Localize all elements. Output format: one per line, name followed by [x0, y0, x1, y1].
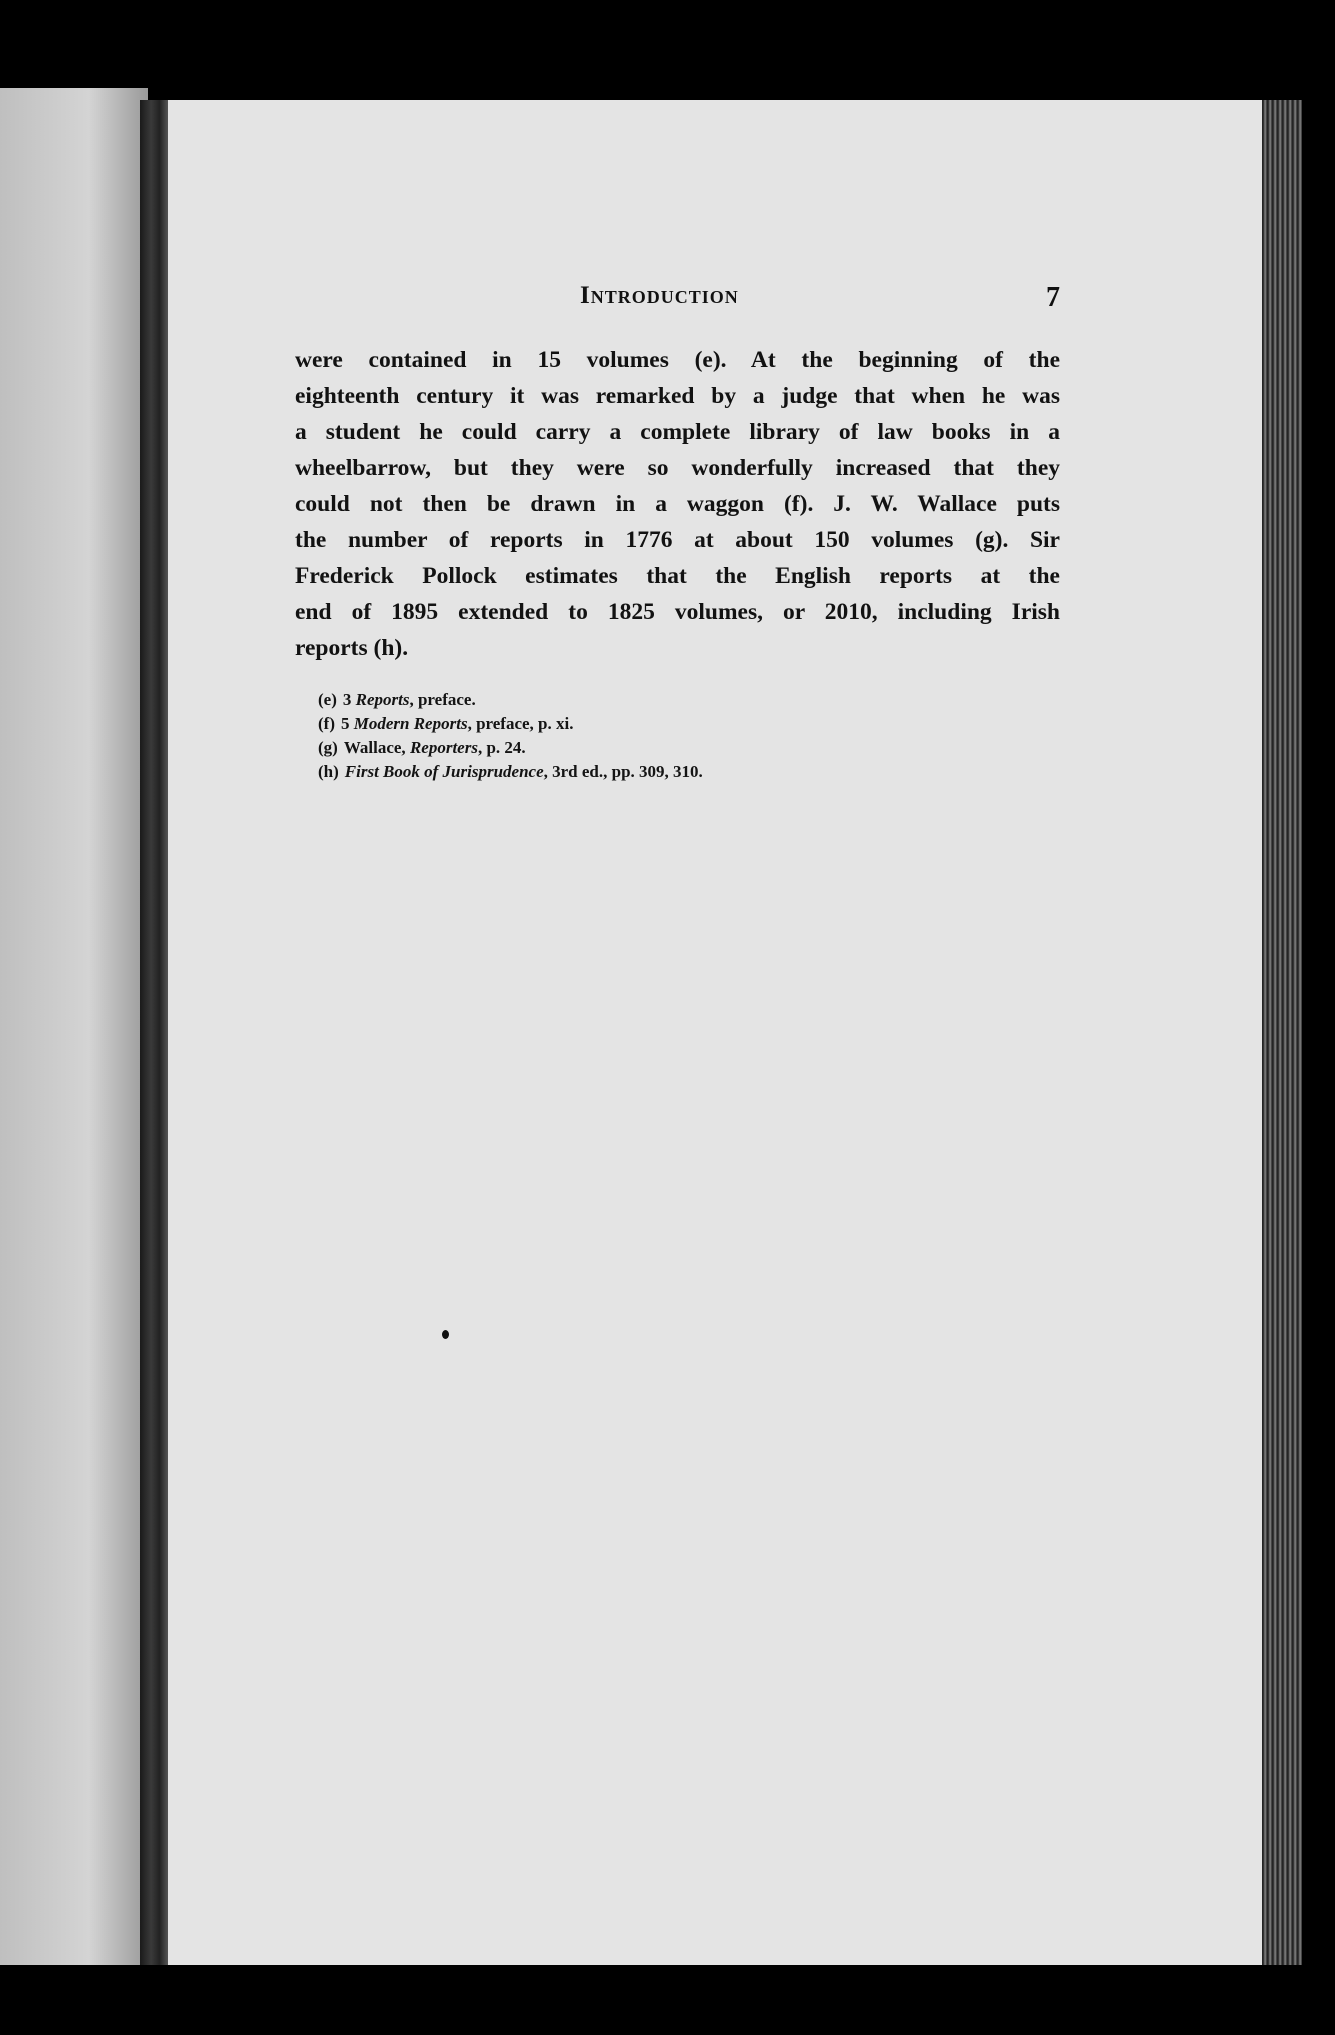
- text-line: the number of reports in 1776 at about 150 volumes (g). Sir: [295, 527, 1060, 553]
- body-paragraph: [295, 342, 1060, 666]
- footnote-suffix: , preface.: [409, 690, 476, 709]
- footnote-title: Reporters: [409, 738, 478, 757]
- page-stack-edge: [1262, 100, 1302, 1980]
- text-line: reports (h).: [295, 635, 409, 661]
- footnotes: [318, 688, 1018, 784]
- footnote-title: Reports: [355, 690, 410, 709]
- text-line: could not then be drawn in a waggon (f). J. W. Wallace puts: [295, 491, 1060, 517]
- facing-page-edge: [0, 88, 148, 1968]
- scan-bottom-border: [0, 1965, 1335, 2035]
- footnote-suffix: , p. 24.: [477, 738, 526, 757]
- footnote-title: Modern Reports: [353, 714, 468, 733]
- footnote-suffix: , preface, p. xi.: [467, 714, 574, 733]
- text-line: eighteenth century it was remarked by a judge that when he was: [295, 383, 1060, 409]
- running-title: Introduction: [580, 282, 739, 309]
- page-number: 7: [1046, 282, 1060, 313]
- text-line: Frederick Pollock estimates that the English reports at the: [295, 563, 1060, 589]
- binding-gutter: [140, 100, 168, 1980]
- footnote-prefix: 3: [342, 690, 356, 709]
- footnote-label: (h): [318, 762, 339, 781]
- page-header: [295, 282, 1065, 322]
- footnote-prefix: 5: [340, 714, 354, 733]
- text-line: end of 1895 extended to 1825 volumes, or 2010, including Irish: [295, 599, 1060, 625]
- text-line: wheelbarrow, but they were so wonderfully increased that they: [295, 455, 1060, 481]
- text-line: a student he could carry a complete library of law books in a: [295, 419, 1060, 445]
- footnote-g: [318, 736, 1018, 760]
- text-line: were contained in 15 volumes (e). At the beginning of the: [295, 347, 1060, 373]
- footnote-prefix: Wallace,: [343, 738, 410, 757]
- footnote-label: (f): [318, 714, 335, 733]
- footnote-title: First Book of Jurisprudence: [344, 762, 544, 781]
- footnote-suffix: , 3rd ed., pp. 309, 310.: [543, 762, 703, 781]
- footnote-label: (g): [318, 738, 338, 757]
- footnote-label: (e): [318, 690, 337, 709]
- footnote-e: [318, 688, 1018, 712]
- footnote-f: [318, 712, 1018, 736]
- scan-top-border: [0, 0, 1335, 90]
- ink-speck: [442, 1330, 449, 1339]
- footnote-h: [318, 760, 1018, 784]
